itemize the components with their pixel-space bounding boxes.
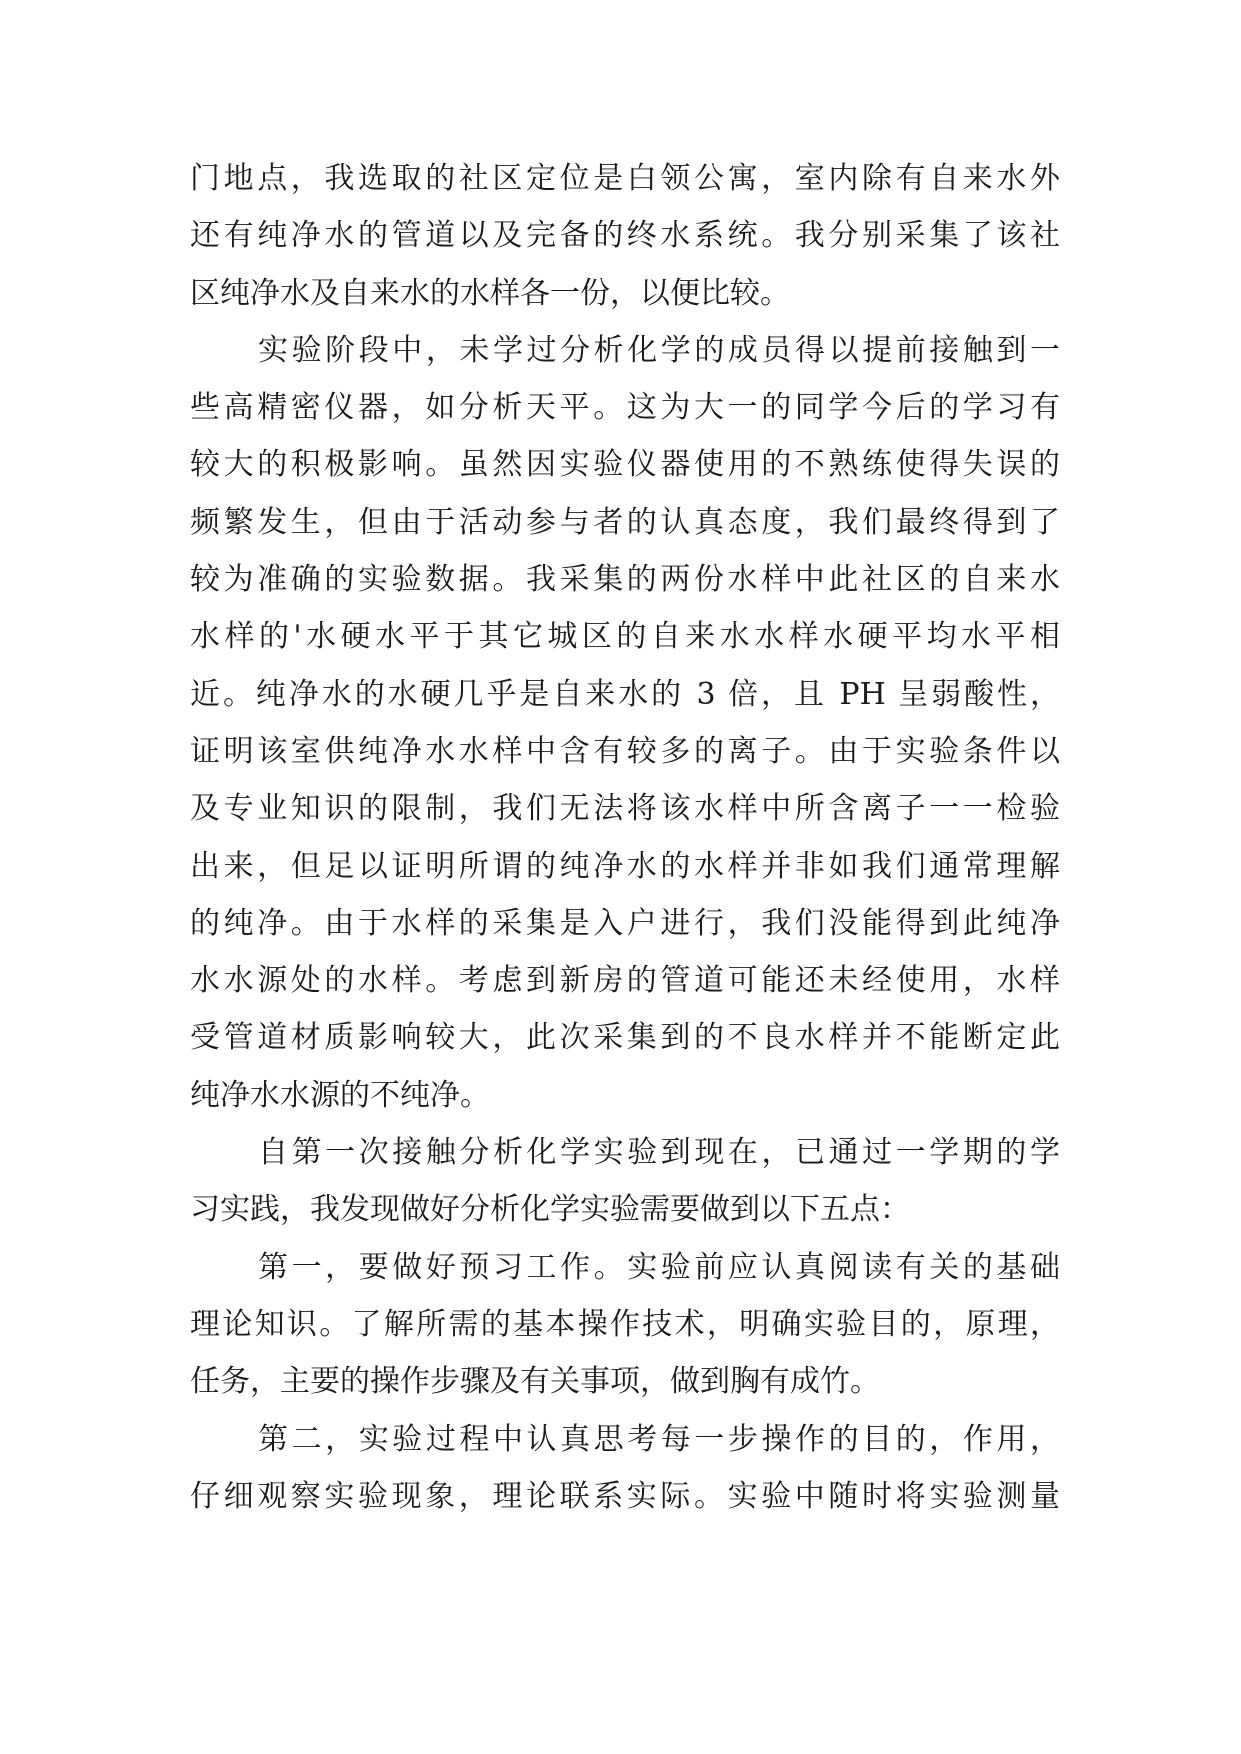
text-line: 受管道材质影响较大，此次采集到的不良水样并不能断定此 bbox=[190, 1020, 1060, 1056]
text-line: 区纯净水及自来水的水样各一份，以便比较。 bbox=[190, 275, 790, 311]
text-line: 证明该室供纯净水水样中含有较多的离子。由于实验条件以 bbox=[190, 733, 1060, 769]
text-line: 理论知识。了解所需的基本操作技术，明确实验目的，原理， bbox=[190, 1306, 1060, 1342]
text-line: 仔细观察实验现象，理论联系实际。实验中随时将实验测量 bbox=[190, 1478, 1060, 1514]
text-line: 的纯净。由于水样的采集是入户进行，我们没能得到此纯净 bbox=[190, 905, 1060, 941]
text-line: 任务，主要的操作步骤及有关事项，做到胸有成竹。 bbox=[190, 1364, 880, 1400]
text-line: 些高精密仪器，如分析天平。这为大一的同学今后的学习有 bbox=[190, 390, 1060, 426]
text-line: 较大的积极影响。虽然因实验仪器使用的不熟练使得失误的 bbox=[190, 447, 1060, 483]
text-line: 还有纯净水的管道以及完备的终水系统。我分别采集了该社 bbox=[190, 218, 1060, 254]
text-line: 实验阶段中，未学过分析化学的成员得以提前接触到一 bbox=[258, 332, 1060, 368]
text-line: 及专业知识的限制，我们无法将该水样中所含离子一一检验 bbox=[190, 791, 1060, 827]
text-line: 出来，但足以证明所谓的纯净水的水样并非如我们通常理解 bbox=[190, 848, 1060, 884]
text-line: 习实践，我发现做好分析化学实验需要做到以下五点： bbox=[190, 1192, 910, 1228]
document-body-text bbox=[190, 150, 1060, 1525]
text-line: 较为准确的实验数据。我采集的两份水样中此社区的自来水 bbox=[190, 562, 1060, 598]
text-line: 水样的'水硬水平于其它城区的自来水水样水硬平均水平相 bbox=[190, 619, 1060, 655]
text-line: 水水源处的水样。考虑到新房的管道可能还未经使用，水样 bbox=[190, 963, 1060, 999]
text-line: 纯净水水源的不纯净。 bbox=[190, 1077, 490, 1113]
text-line: 门地点，我选取的社区定位是白领公寓，室内除有自来水外 bbox=[190, 161, 1060, 196]
text-line: 第二，实验过程中认真思考每一步操作的目的，作用， bbox=[258, 1421, 1060, 1457]
text-line: 频繁发生，但由于活动参与者的认真态度，我们最终得到了 bbox=[190, 504, 1060, 540]
text-line: 第一，要做好预习工作。实验前应认真阅读有关的基础 bbox=[258, 1249, 1060, 1285]
text-line: 自第一次接触分析化学实验到现在，已通过一学期的学 bbox=[258, 1135, 1060, 1171]
text-line: 近。纯净水的水硬几乎是自来水的 3 倍，且 PH 呈弱酸性， bbox=[190, 676, 1060, 712]
